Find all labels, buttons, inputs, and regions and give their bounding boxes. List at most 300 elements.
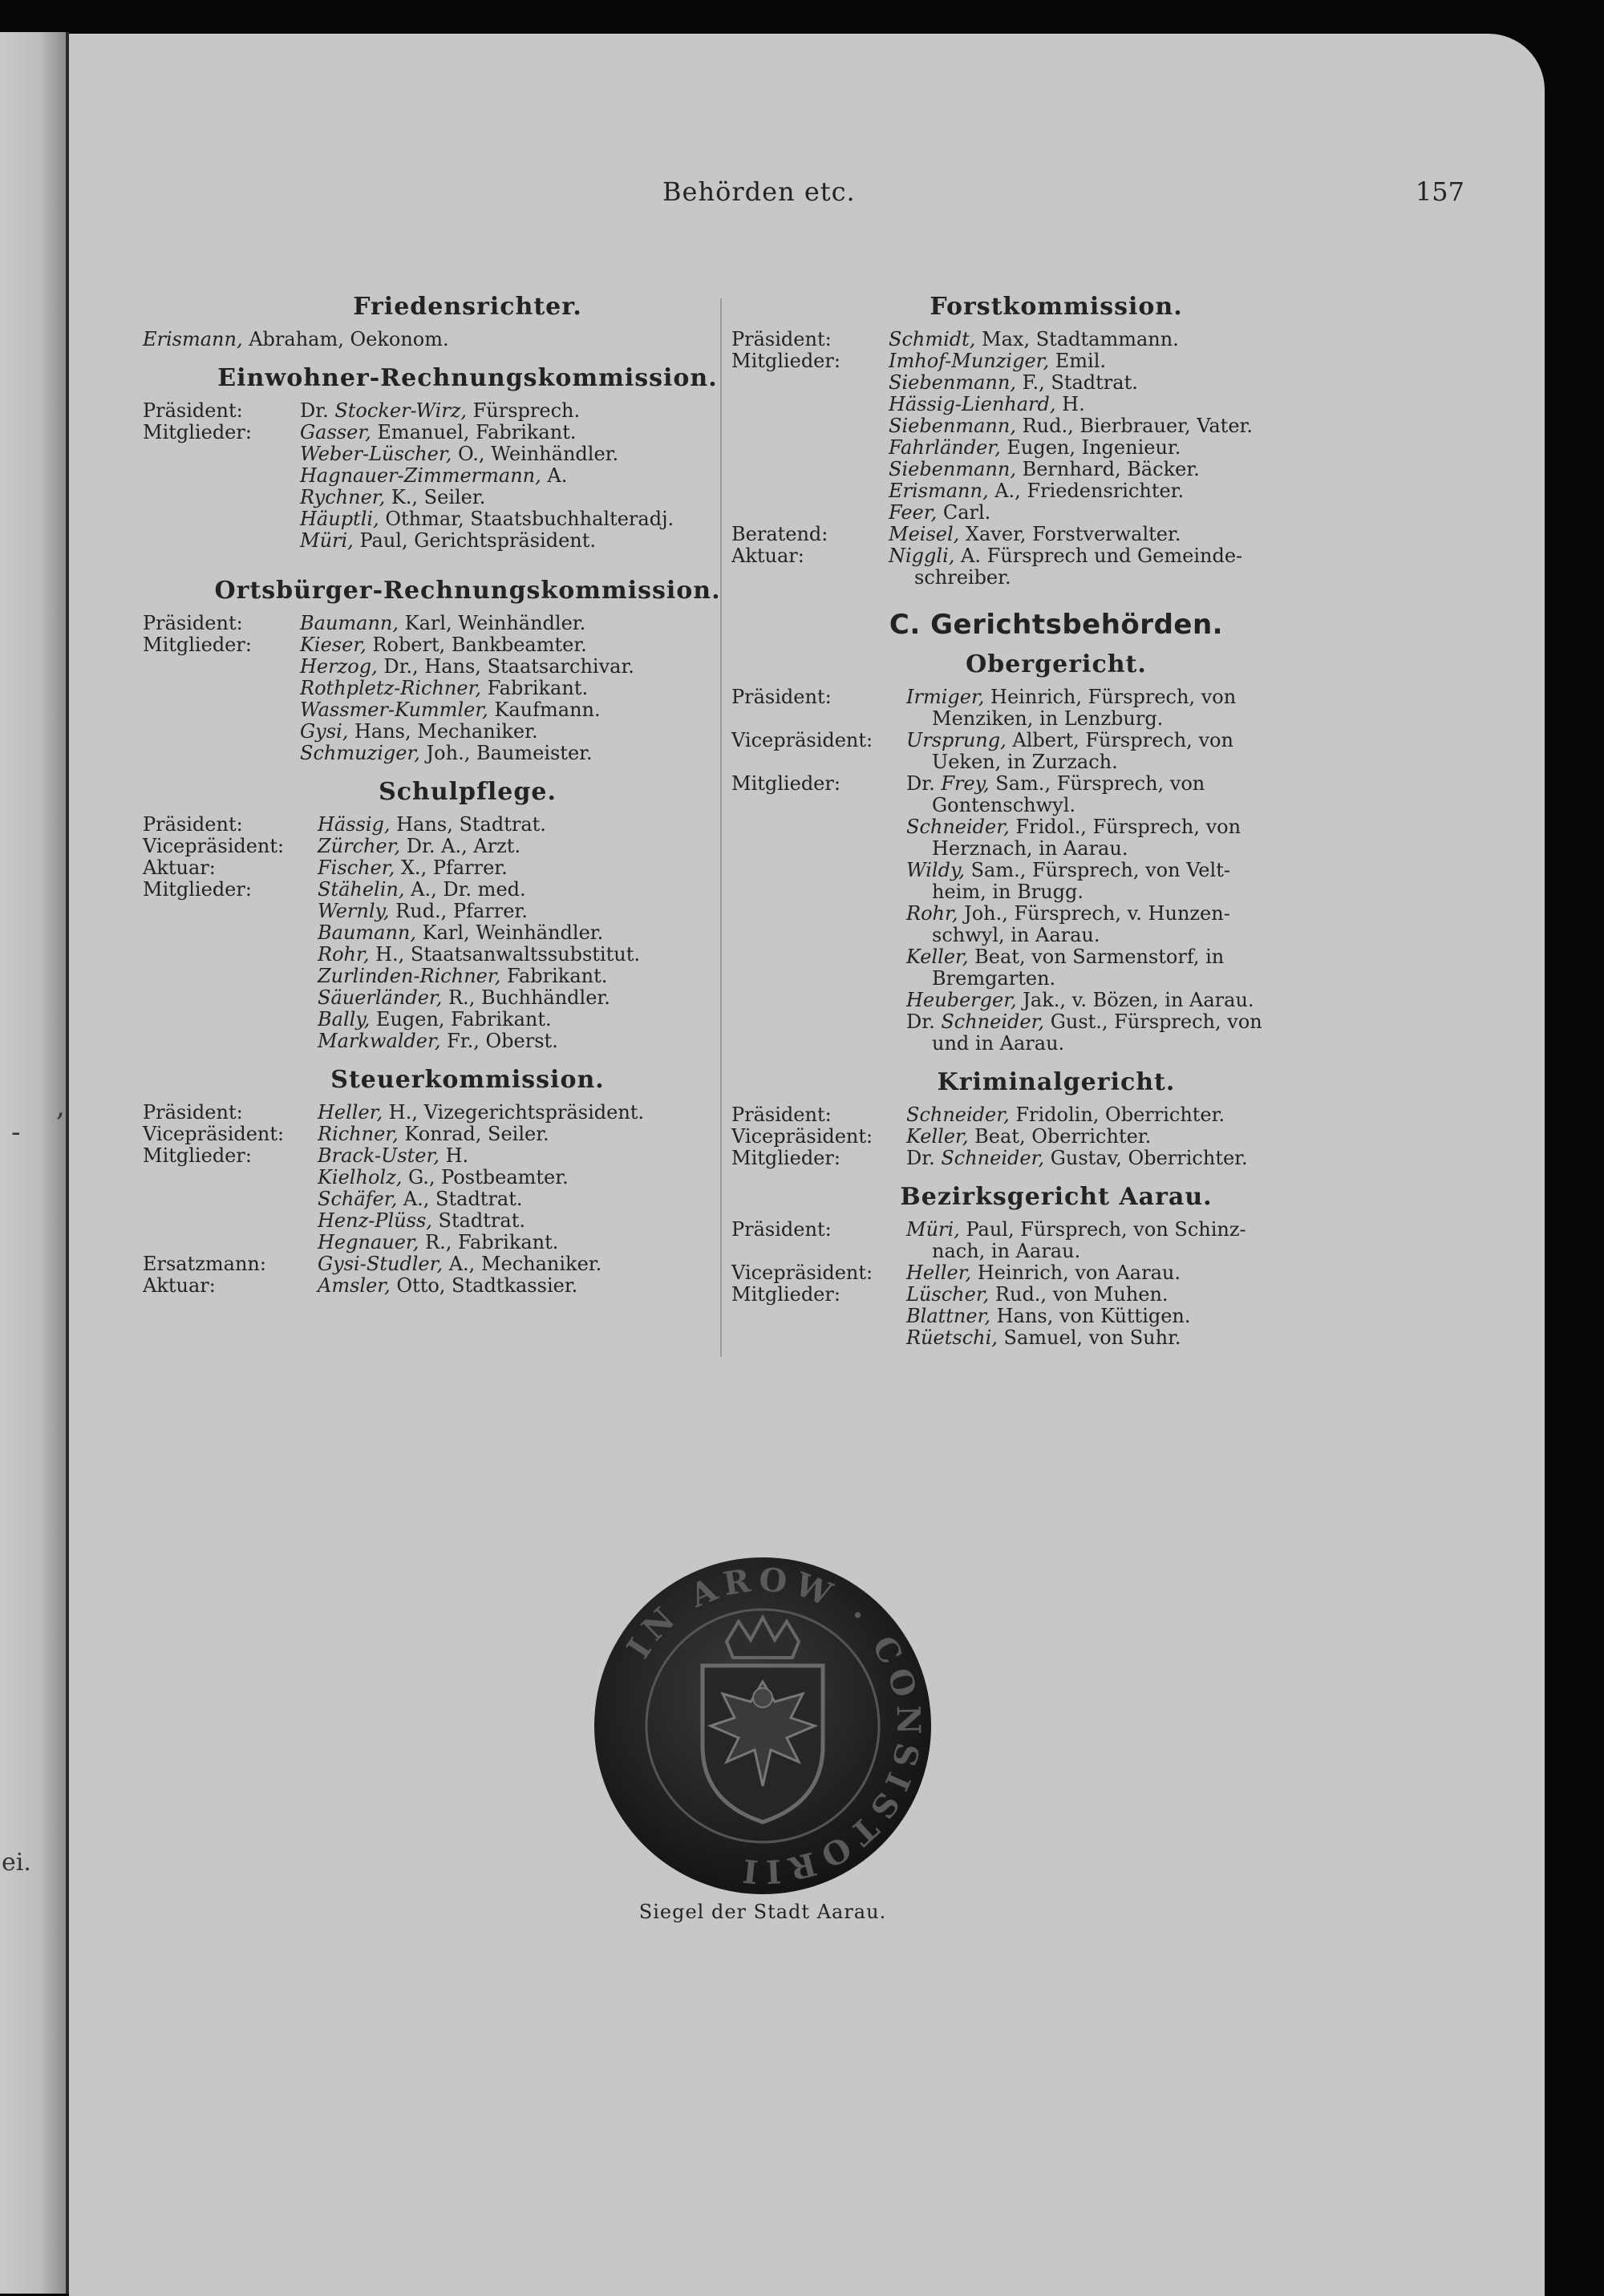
member-role	[143, 743, 300, 764]
member-role	[143, 966, 318, 987]
member-detail: Xaver, Forstverwalter.	[959, 523, 1181, 545]
member-name: Heller,	[318, 1101, 383, 1124]
member-entry	[889, 394, 1381, 415]
member-row	[143, 1102, 792, 1124]
left-column	[143, 289, 792, 1297]
member-detail: Bernhard, Bäcker.	[1015, 458, 1200, 480]
member-entry	[906, 1148, 1381, 1169]
member-name: Bally,	[318, 1008, 371, 1031]
member-row	[731, 1011, 1381, 1055]
schulpflege-list	[143, 814, 792, 1052]
member-entry	[889, 437, 1381, 459]
member-detail: A. Fürsprech und Gemeinde-	[954, 545, 1243, 567]
margin-mark: -	[11, 1116, 21, 1148]
adjacent-page-edge	[0, 32, 66, 2294]
member-role	[143, 530, 300, 552]
member-detail: K., Seiler.	[385, 486, 486, 508]
member-entry	[300, 465, 792, 487]
member-entry	[906, 1327, 1381, 1349]
member-entry	[906, 1262, 1381, 1284]
member-role	[731, 946, 906, 990]
member-detail: Fr., Oberst.	[440, 1030, 558, 1052]
member-entry	[318, 1031, 792, 1052]
margin-mark: ,	[56, 1091, 65, 1123]
member-name: Schäfer,	[318, 1188, 398, 1210]
member-name: Heuberger,	[906, 989, 1017, 1011]
member-entry	[889, 329, 1381, 350]
member-role: Präsident:	[143, 1101, 243, 1124]
member-name: Blattner,	[906, 1305, 991, 1327]
member-detail: Joh., Baumeister.	[419, 742, 593, 764]
member-role	[731, 437, 889, 459]
member-title-prefix: Dr.	[906, 1010, 942, 1033]
member-role	[143, 922, 318, 944]
member-role	[143, 656, 300, 678]
member-row	[143, 836, 792, 857]
member-name: Rychner,	[300, 486, 386, 508]
member-detail: Beat, Oberrichter.	[968, 1125, 1152, 1148]
member-name: Rüetschi,	[906, 1326, 998, 1349]
member-entry	[318, 1124, 792, 1145]
member-role: Vicepräsident:	[731, 1125, 873, 1148]
member-detail: Jak., v. Bözen, in Aarau.	[1016, 989, 1254, 1011]
member-detail: Dr. A., Arzt.	[400, 835, 521, 857]
member-detail: A.	[541, 464, 568, 487]
member-detail: A., Mechaniker.	[443, 1253, 602, 1275]
section-title-einwohner: Einwohner-Rechnungskommission.	[217, 364, 718, 392]
member-row	[731, 415, 1381, 437]
member-row	[143, 901, 792, 922]
member-entry	[906, 1104, 1381, 1126]
member-detail: Robert, Bankbeamter.	[366, 634, 587, 656]
member-name: Schmidt,	[889, 328, 976, 350]
member-entry	[300, 508, 792, 530]
section-title-obergericht: Obergericht.	[966, 650, 1147, 678]
member-entry	[318, 1210, 792, 1232]
member-row	[143, 1124, 792, 1145]
member-detail: Sam., Fürsprech, von	[989, 772, 1205, 795]
member-entry	[300, 678, 792, 699]
member-detail-continued: Gontenschwyl.	[932, 794, 1076, 816]
member-entry	[318, 836, 792, 857]
member-detail: R., Buchhändler.	[442, 986, 610, 1009]
member-entry	[906, 990, 1381, 1011]
member-role	[731, 459, 889, 480]
member-row	[731, 1306, 1381, 1327]
member-role: Mitglieder:	[143, 878, 252, 901]
member-entry	[889, 372, 1381, 394]
member-name: Rohr,	[906, 902, 958, 925]
member-name: Stähelin,	[318, 878, 405, 901]
member-row	[731, 459, 1381, 480]
member-entry	[906, 860, 1381, 903]
seal-inscription: IN AROW · CONSISTORII	[619, 1560, 928, 1891]
member-row	[731, 329, 1381, 350]
member-role: Vicepräsident:	[731, 729, 873, 751]
member-row	[143, 508, 792, 530]
section-title-steuer: Steuerkommission.	[330, 1066, 605, 1094]
member-detail: Dr., Hans, Staatsarchivar.	[377, 655, 634, 678]
member-role	[731, 372, 889, 394]
member-row	[731, 1327, 1381, 1349]
member-row	[143, 678, 792, 699]
member-name: Siebenmann,	[889, 371, 1016, 394]
seal-caption: Siegel der Stadt Aarau.	[638, 1901, 887, 1923]
member-detail: Fabrikant.	[481, 677, 589, 699]
member-role	[143, 508, 300, 530]
member-detail: X., Pfarrer.	[395, 856, 508, 879]
member-detail: Hans, von Küttigen.	[990, 1305, 1191, 1327]
member-name: Kieser,	[300, 634, 367, 656]
book-page	[69, 34, 1545, 2296]
member-row	[143, 656, 792, 678]
member-role	[143, 678, 300, 699]
friedensrichter-entry	[143, 329, 792, 350]
member-entry	[889, 545, 1381, 589]
member-role	[143, 944, 318, 966]
member-row	[143, 465, 792, 487]
member-name: Fahrländer,	[889, 436, 1001, 459]
member-name: Wernly,	[318, 900, 390, 922]
member-row	[143, 721, 792, 743]
member-entry	[889, 459, 1381, 480]
member-name: Wildy,	[906, 859, 965, 881]
member-role: Aktuar:	[731, 545, 804, 567]
member-row	[143, 1210, 792, 1232]
member-role: Mitglieder:	[731, 772, 840, 795]
member-role	[731, 860, 906, 903]
member-name: Gysi,	[300, 720, 349, 743]
member-row	[731, 816, 1381, 860]
member-entry	[906, 1126, 1381, 1148]
member-name: Herzog,	[300, 655, 378, 678]
member-name: Niggli,	[889, 545, 955, 567]
member-row	[143, 1275, 792, 1297]
ortsbuerger-list	[143, 613, 792, 764]
member-detail: Heinrich, Fürsprech, von	[984, 686, 1237, 708]
seal-svg	[582, 1545, 943, 1906]
member-detail: Fürsprech.	[467, 399, 581, 422]
obergericht-list	[731, 686, 1381, 1055]
member-detail: F., Stadtrat.	[1015, 371, 1138, 394]
member-role	[731, 480, 889, 502]
member-detail: Beat, von Sarmenstorf, in	[968, 946, 1225, 968]
margin-mark: ei.	[2, 1849, 31, 1877]
member-entry	[906, 686, 1381, 730]
member-name: Frey,	[941, 772, 990, 795]
member-entry	[318, 901, 792, 922]
member-row	[143, 1145, 792, 1167]
member-role	[143, 1232, 318, 1253]
member-entry	[906, 1011, 1381, 1055]
page-number: 157	[1415, 176, 1464, 207]
member-entry	[318, 1253, 792, 1275]
member-row	[731, 860, 1381, 903]
member-role: Mitglieder:	[143, 421, 252, 443]
member-name: Säuerländer,	[318, 986, 443, 1009]
member-name: Hegnauer,	[318, 1231, 419, 1253]
member-name: Rohr,	[318, 943, 370, 966]
member-detail-continued: schreiber.	[914, 566, 1011, 589]
member-role: Ersatzmann:	[143, 1253, 266, 1275]
member-detail: Gust., Fürsprech, von	[1044, 1010, 1262, 1033]
member-detail-continued: heim, in Brugg.	[932, 881, 1084, 903]
member-name: Müri,	[300, 529, 354, 552]
member-detail: Karl, Weinhändler.	[416, 921, 604, 944]
member-name: Siebenmann,	[889, 415, 1016, 437]
member-row	[143, 422, 792, 443]
seal-image	[582, 1545, 943, 1906]
member-entry	[300, 721, 792, 743]
member-detail: G., Postbeamter.	[402, 1166, 569, 1188]
member-entry	[300, 634, 792, 656]
member-detail: A., Dr. med.	[404, 878, 526, 901]
member-detail: H.	[1055, 393, 1085, 415]
member-detail: Heinrich, von Aarau.	[971, 1261, 1181, 1284]
member-role	[143, 987, 318, 1009]
member-row	[143, 400, 792, 422]
member-row	[731, 686, 1381, 730]
section-title-bezirk: Bezirksgericht Aarau.	[900, 1183, 1213, 1211]
member-title-prefix: Dr.	[300, 399, 335, 422]
member-row	[143, 879, 792, 901]
member-detail: Eugen, Fabrikant.	[370, 1008, 552, 1031]
forst-list	[731, 329, 1381, 589]
member-detail-continued: nach, in Aarau.	[932, 1240, 1081, 1262]
section-title-gerichtsbehoerden: C. Gerichtsbehörden.	[889, 609, 1224, 641]
member-detail: H.	[439, 1144, 469, 1167]
member-name: Baumann,	[300, 612, 399, 634]
member-entry	[906, 1306, 1381, 1327]
member-detail: Albert, Fürsprech, von	[1006, 729, 1233, 751]
member-entry	[300, 530, 792, 552]
member-name: Erismann,	[889, 480, 989, 502]
einwohner-list	[143, 400, 792, 552]
member-detail-continued: Ueken, in Zurzach.	[932, 751, 1118, 773]
member-role: Präsident:	[731, 1103, 832, 1126]
member-name: Brack-Uster,	[318, 1144, 439, 1167]
member-row	[143, 443, 792, 465]
member-role	[143, 1031, 318, 1052]
member-role: Vicepräsident:	[143, 1123, 285, 1145]
member-detail: Fabrikant.	[500, 965, 608, 987]
member-detail: A., Stadtrat.	[397, 1188, 523, 1210]
member-entry	[300, 656, 792, 678]
member-entry	[318, 1232, 792, 1253]
member-row	[731, 903, 1381, 946]
member-row	[143, 857, 792, 879]
member-entry	[300, 422, 792, 443]
member-role	[143, 721, 300, 743]
member-row	[731, 350, 1381, 372]
member-name: Markwalder,	[318, 1030, 441, 1052]
member-detail-continued: Menziken, in Lenzburg.	[932, 707, 1164, 730]
member-entry	[906, 816, 1381, 860]
member-name: Siebenmann,	[889, 458, 1016, 480]
member-entry	[318, 1009, 792, 1031]
member-name: Ursprung,	[906, 729, 1007, 751]
member-name: Keller,	[906, 946, 969, 968]
member-name: Richner,	[318, 1123, 399, 1145]
member-entry	[318, 1102, 792, 1124]
member-entry	[906, 903, 1381, 946]
member-entry	[318, 1167, 792, 1188]
member-row	[143, 613, 792, 634]
page-header	[69, 176, 1464, 209]
member-detail: Joh., Fürsprech, v. Hunzen-	[958, 902, 1230, 925]
member-detail: R., Fabrikant.	[419, 1231, 559, 1253]
member-entry	[300, 400, 792, 422]
member-entry	[318, 987, 792, 1009]
member-detail-continued: Herznach, in Aarau.	[932, 837, 1128, 860]
entry-name: Erismann,	[143, 328, 243, 350]
member-role: Vicepräsident:	[143, 835, 285, 857]
member-name: Müri,	[906, 1218, 960, 1241]
member-detail: Eugen, Ingenieur.	[1000, 436, 1181, 459]
member-role	[731, 1011, 906, 1055]
member-detail: Max, Stadtammann.	[975, 328, 1179, 350]
member-row	[143, 699, 792, 721]
member-row	[143, 487, 792, 508]
member-row	[143, 1253, 792, 1275]
member-role: Beratend:	[731, 523, 828, 545]
member-role	[143, 1009, 318, 1031]
member-entry	[889, 524, 1381, 545]
section-title-forst: Forstkommission.	[930, 293, 1183, 321]
member-entry	[318, 922, 792, 944]
member-entry	[889, 480, 1381, 502]
member-entry	[318, 966, 792, 987]
member-row	[731, 524, 1381, 545]
member-role	[143, 1210, 318, 1232]
member-row	[731, 1262, 1381, 1284]
member-detail: H., Staatsanwaltssubstitut.	[369, 943, 640, 966]
member-row	[143, 1031, 792, 1052]
member-entry	[318, 1188, 792, 1210]
member-row	[731, 946, 1381, 990]
member-role	[143, 443, 300, 465]
bezirk-list	[731, 1219, 1381, 1349]
member-role: Präsident:	[731, 686, 832, 708]
member-detail: Fridol., Fürsprech, von	[1009, 816, 1241, 838]
member-role	[731, 816, 906, 860]
member-role: Mitglieder:	[731, 1147, 840, 1169]
member-detail: Hans, Stadtrat.	[390, 813, 546, 836]
member-name: Hagnauer-Zimmermann,	[300, 464, 541, 487]
member-entry	[318, 879, 792, 901]
member-entry	[906, 773, 1381, 816]
member-role	[731, 415, 889, 437]
member-row	[731, 502, 1381, 524]
member-entry	[889, 415, 1381, 437]
section-title-friedensrichter: Friedensrichter.	[353, 293, 582, 321]
member-role: Präsident:	[731, 328, 832, 350]
section-title-ortsbuerger: Ortsbürger-Rechnungskommission.	[214, 577, 721, 605]
member-entry	[318, 814, 792, 836]
member-name: Stocker-Wirz,	[334, 399, 468, 422]
member-name: Zurlinden-Richner,	[318, 965, 501, 987]
member-detail: Rud., von Muhen.	[989, 1283, 1169, 1306]
member-row	[731, 773, 1381, 816]
member-detail: Emanuel, Fabrikant.	[371, 421, 577, 443]
member-detail: Fridolin, Oberrichter.	[1009, 1103, 1225, 1126]
member-row	[143, 634, 792, 656]
section-title-schulpflege: Schulpflege.	[379, 778, 557, 806]
member-detail: Othmar, Staatsbuchhalteradj.	[379, 508, 674, 530]
member-name: Häuptli,	[300, 508, 379, 530]
member-name: Gasser,	[300, 421, 371, 443]
member-title-prefix: Dr.	[906, 772, 942, 795]
member-row	[731, 437, 1381, 459]
member-name: Amsler,	[318, 1274, 391, 1297]
member-role	[143, 901, 318, 922]
member-name: Heller,	[906, 1261, 972, 1284]
member-entry	[318, 857, 792, 879]
member-name: Weber-Lüscher,	[300, 443, 452, 465]
section-title-kriminal: Kriminalgericht.	[937, 1068, 1176, 1096]
member-name: Lüscher,	[906, 1283, 990, 1306]
member-row	[143, 987, 792, 1009]
member-detail: Emil.	[1049, 350, 1107, 372]
member-role	[731, 1327, 906, 1349]
steuer-list	[143, 1102, 792, 1297]
member-detail: O., Weinhändler.	[452, 443, 619, 465]
member-role: Aktuar:	[143, 1274, 216, 1297]
member-detail: Konrad, Seiler.	[398, 1123, 549, 1145]
member-role: Mitglieder:	[143, 634, 252, 656]
member-detail: Paul, Gerichtspräsident.	[353, 529, 597, 552]
member-detail-continued: schwyl, in Aarau.	[932, 924, 1100, 946]
member-role	[143, 1188, 318, 1210]
member-name: Henz-Plüss,	[318, 1209, 432, 1232]
member-name: Meisel,	[889, 523, 960, 545]
member-role	[731, 1306, 906, 1327]
member-role	[731, 502, 889, 524]
member-row	[731, 480, 1381, 502]
member-role	[731, 990, 906, 1011]
member-row	[731, 990, 1381, 1011]
member-row	[143, 1188, 792, 1210]
member-role	[143, 487, 300, 508]
member-role	[731, 903, 906, 946]
member-name: Kielholz,	[318, 1166, 403, 1188]
member-name: Schneider,	[941, 1010, 1045, 1033]
kriminal-list	[731, 1104, 1381, 1169]
member-name: Imhof-Munziger,	[889, 350, 1050, 372]
member-name: Wassmer-Kummler,	[300, 699, 488, 721]
member-row	[731, 1219, 1381, 1262]
member-detail: Sam., Fürsprech, von Velt-	[964, 859, 1230, 881]
member-detail: Karl, Weinhändler.	[399, 612, 586, 634]
member-role	[143, 465, 300, 487]
member-detail: A., Friedensrichter.	[988, 480, 1185, 502]
member-row	[143, 1167, 792, 1188]
member-detail: Otto, Stadtkassier.	[390, 1274, 578, 1297]
member-detail: Paul, Fürsprech, von Schinz-	[959, 1218, 1246, 1241]
member-row	[143, 530, 792, 552]
member-name: Keller,	[906, 1125, 969, 1148]
member-row	[731, 545, 1381, 589]
member-entry	[318, 944, 792, 966]
member-role: Präsident:	[143, 612, 243, 634]
member-row	[731, 1126, 1381, 1148]
member-detail: Gustav, Oberrichter.	[1044, 1147, 1248, 1169]
member-name: Zürcher,	[318, 835, 401, 857]
member-detail: Carl.	[937, 501, 991, 524]
member-role	[143, 699, 300, 721]
member-name: Schneider,	[906, 1103, 1010, 1126]
member-entry	[318, 1145, 792, 1167]
